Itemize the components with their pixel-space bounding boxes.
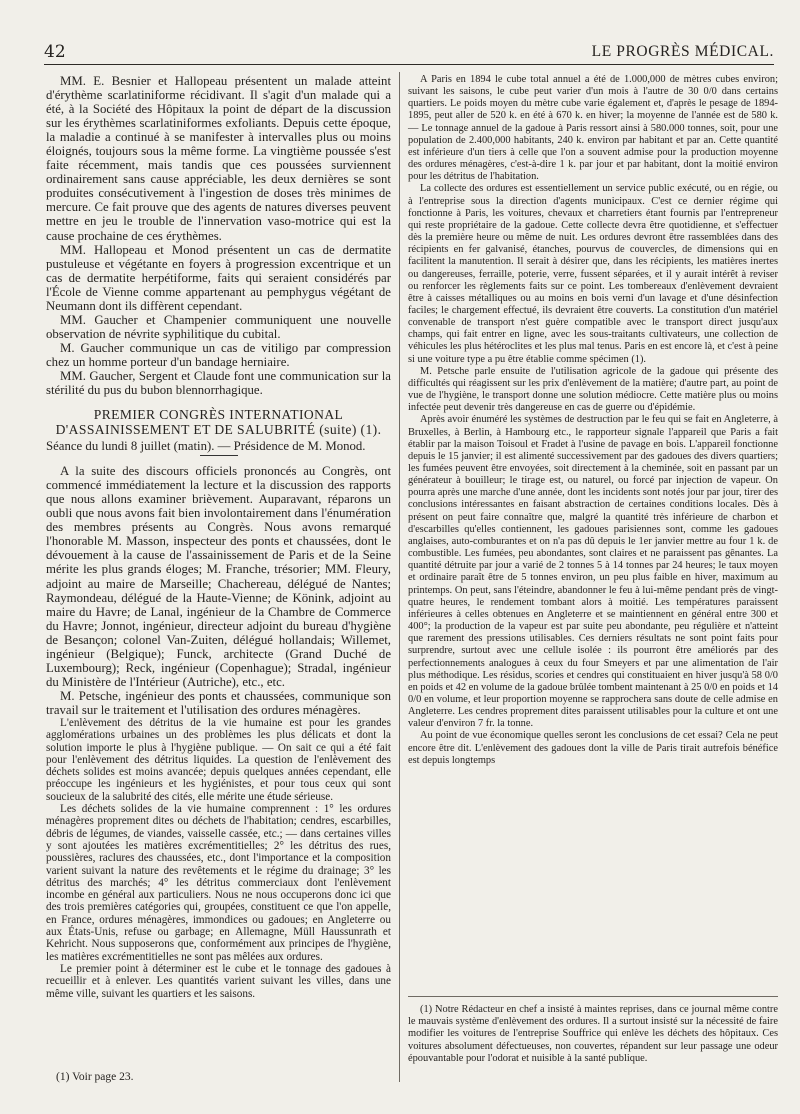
paragraph: Après avoir énuméré les systèmes de destruction par le feu qui se fait en Angleterre, à Bruxelles, à Berlin, à Hambourg etc., le rapporteur signale l'appareil que Paris a fait établir par la maison Toisoul et Fradet à l'usine de pavage en bois. L'appareil fonctionne depuis le 15 janvier; il est alimenté successivement par des gadoues des divers quartiers; les fumées peuvent être envoyées, soit directement à la cheminée, soit en passant par un générateur à bouilleur; le tirage est, ou naturel, ou forcé par injection de vapeur. On pourra après une marche d'une année, dont les incidents sont notés jour par jour, tirer des conclusions intéressantes en faisant abstraction de certaines conditions locales. Dès à présent on peut faire connaître que, malgré la quantité très inférieure de charbon et d'escarbilles qu'elles contiennent, les gadoues parisiennes sont, comme les gadoues anglaises, auto-comburantes et on n'a pas dû depuis le 1er janvier mettre au four 1 k. de combustible. Les fumées, peu abondantes, sont claires et ne paraissent pas gênantes. La quantité détruite par jour a varié de 2 tonnes 5 à 14 tonnes par 24 heures; le taux moyen et ordinaire paraît être de 5 tonnes environ, un peu plus faible en hiver, maximum au printemps. On peut, sans l'éteindre, abandonner le feu à lui-même pendant près de vingt-quatre heures, le rendement tombant alors à moitié. Les températures paraissent inférieures à celles obtenues en Angleterre et se maintiennent en général entre 300 et 400°; la production de la vapeur est par suite peu abondante, peu régulière et n'atteint que rarement des pressions utilisables. Ces derniers résultats ne sont point faits pour surprendre, surtout avec une cellule isolée : ils pourront être améliorés par des perfectionnements analogues à ceux du four Smeyers et par une alimentation de l'air plus méthodique. Les résidus, scories et cendres qui constituaient en hiver jusqu'à 58 0/0 en poids et 42 en volume de la gadoue brûlée tombent maintenant à 25 0/0 en poids et 14 0/0 en volume, et leur proportion moyenne se rapprochera sans doute de celle admise en Angleterre. Les cendres proprement dites paraissent utilisables pour la culture et ont une valeur d'environ 7 fr. la tonne. <box>408 414 778 730</box>
paragraph: M. Petsche parle ensuite de l'utilisation agricole de la gadoue qui présente des difficultés qui réagissent sur les prix d'enlèvement de la matière; d'autre part, au point de vue de l'hygiène, le transport donne une solution médiocre. Cette matière plus ou moins infectée peut devenir très dangereuse en cas de guerre ou d'épidémie. <box>408 365 778 414</box>
paragraph: Le premier point à déterminer est le cube et le tonnage des gadoues à recueillir et à enlever. Les quantités varient suivant les villes, dans une même ville, suivant les quartiers et les saisons. <box>46 962 391 1000</box>
column-divider <box>399 72 400 1082</box>
page-header <box>44 40 774 65</box>
paragraph: M. Petsche, ingénieur des ponts et chaussées, communique son travail sur le traitement et l'utilisation des ordures ménagères. <box>46 688 391 717</box>
section-title <box>46 407 391 437</box>
paragraph: M. Gaucher communique un cas de vitiligo par compression chez un homme porteur d'un bandage herniaire. <box>46 340 391 369</box>
footnote-left: (1) Voir page 23. <box>56 1071 134 1083</box>
session-heading: Séance du lundi 8 juillet (matin). — Présidence de M. Monod. <box>46 439 366 454</box>
paragraph: A Paris en 1894 le cube total annuel a été de 1.000,000 de mètres cubes environ; suivant les saisons, le cube peut varier d'un mois à l'autre de 30 0/0 dans certains quartiers. Le poids moyen du mètre cube varie également et, d'après le pesage de 1894-1895, peut aller de 520 k. en été à 670 k. en hiver; la moyenne de l'année est de 580 k. — Le tonnage annuel de la gadoue à Paris ressort ainsi à 580.000 tonnes, soit, pour une population de 2.400,000 habitants, 240 k. environ par habitant et par an. Cette quantité est inférieure d'un tiers à celle que l'on a souvent admise pour la production moyenne des ordures ménagères, c'est-à-dire 1 k. par jour et par habitant, dont la moitié environ pour les détritus de l'habitation. <box>408 74 778 183</box>
left-column <box>46 74 391 1000</box>
section-title-line: D'ASSAINISSEMENT ET DE SALUBRITÉ (suite) (1). <box>55 422 382 438</box>
paragraph: MM. Hallopeau et Monod présentent un cas de dermatite pustuleuse et végétante en foyers à progression excentrique et un cas de dermatite herpétiforme, faits qui seraient considérés par l'École de Vienne comme appartenant au pemphygus végétant de Neumann dont ils diffèrent cependant. <box>46 242 391 313</box>
paragraph: L'enlèvement des détritus de la vie humaine est pour les grandes agglomérations urbaines un des problèmes les plus délicats et dont la solution importe le plus à l'hygiène publique. — On sait ce qui a été fait pour l'enlèvement des détritus liquides. La question de l'enlèvement des déchets solides est moins avancée; depuis quelques années cependant, elle préoccupe les ingénieurs et les hygiénistes, et pour tous ceux qui sont soucieux de la salubrité des cités, elle mérite une étude sérieuse. <box>46 716 391 803</box>
right-column <box>408 74 778 767</box>
paragraph: A la suite des discours officiels prononcés au Congrès, ont commencé immédiatement la lecture et la discussion des rapports que nous allons examiner brièvement. Auparavant, réparons un oubli que nous avons fait bien involontairement dans l'énumération des membres présents au Congrès. Nous avons remarqué l'honorable M. Masson, inspecteur des ponts et chaussées, dont le dévouement à la cause de l'assainissement de Paris et de la Seine mérite les plus grands éloges; M. Franche, trésorier; MM. Fleury, adjoint au maire de Marseille; Chachereau, délégué de Nantes; Raymondeau, délégué de la Haute-Vienne; de Könink, adjoint au maire du Havre; de Lanal, ingénieur de la Chambre de Commerce du Havre; Jonnot, ingénieur, directeur adjoint du bureau d'hygiène de Besançon; colonel Van-Zuiten, délégué hollandais; Willemet, ingénieur (Belgique); Funck, architecte (Grand Duché de Luxembourg); Reck, ingénieur (Copenhague); Stradal, ingénieur du Ministère de l'Intérieur (Autriche), etc., etc. <box>46 464 391 689</box>
section-title-line: PREMIER CONGRÈS INTERNATIONAL <box>93 407 344 423</box>
paragraph: Au point de vue économique quelles seront les conclusions de cet essai? Cela ne peut encore être dit. L'enlèvement des gadoues dont la ville de Paris tirait autrefois bénéfice est depuis longtemps <box>408 730 778 766</box>
page-number: 42 <box>44 42 66 62</box>
section-divider <box>200 455 238 456</box>
paragraph: MM. Gaucher et Champenier communiquent une nouvelle observation de névrite syphilitique du cubital. <box>46 312 391 341</box>
footnote-text: (1) Notre Rédacteur en chef a insisté à maintes reprises, dans ce journal même contre le mauvais système d'enlèvement des ordures. Il a surtout insisté sur la nécessité de faire modifier les voitures de l'entreprise Souffrice qui enlève les déchets des hôpitaux. Ces voitures absolument défectueuses, non couvertes, répandent sur leur passage une odeur épouvantable pour l'odorat et nuisible à la santé publique. <box>408 1004 778 1064</box>
paragraph: La collecte des ordures est essentiellement un service public exécuté, ou en régie, ou à l'entreprise sous la direction d'agents municipaux. C'est ce dernier régime qui fonctionne à Paris, les voitures, chevaux et charretiers étant fournis par l'entrepreneur qui reste propriétaire de la gadoue. Cette collecte devra être quotidienne, et s'effectuer dès la première heure ou même de nuit. Les ordures devront être rassemblées dans des récipients en fer galvanisé, étanches, pourvus de couvercles, de dimensions qui en facilitent la manutention. Il serait à désirer que, dans les récipients, les matières inertes ou dangereuses, ferraille, poterie, verre, fussent séparées, et il y aurait intérêt à reviser ou renforcer les règlements faits sur ce point. Les tombereaux d'enlèvement devraient être à caisses métalliques ou au moins en bois verni d'un lavage et d'une désinfection faciles; le chargement effectué, ils devraient être couverts. La constitution d'un matériel convenable de transport n'est guère compatible avec le transport direct jusqu'aux champs, qui fait entrer en ligne, avec les sous-traitants cultivateurs, une collection de véhicules les plus hétéroclites et les plus mal tenus. Paris en est encore là, et c'est à peine si une voiture type a pu être établie comme spécimen (1). <box>408 183 778 365</box>
paragraph: Les déchets solides de la vie humaine comprennent : 1° les ordures ménagères proprement dites ou déchets de l'habitation; cendres, escarbilles, débris de légumes, de viandes, vaisselle cassée, etc.; — dans certaines villes y sont ajoutées les matières excrémentitielles; 2° les détritus des rues, poussières, raclures des chaussées, etc., dont l'importance et la composition varient suivant la nature des revêtements et le régime du drainage; 3° les détritus des marchés; 4° les détritus commerciaux dont l'enlèvement incombe en général aux particuliers. Nous ne nous occuperons donc ici que des trois premières catégories qui, groupées, constituent ce que l'on appelle, en France, ordures ménagères, immondices ou gadoues; en Angleterre ou aux États-Unis, refuse ou garbage; en Allemagne, Müll Haussunrath et Kehricht. Nous supposerons que, conformément aux principes de l'hygiène, les matières excrémentitielles ne sont pas mêlées aux ordures. <box>46 803 391 963</box>
paragraph: MM. Gaucher, Sergent et Claude font une communication sur la stérilité du pus du bubon blennorrhagique. <box>46 368 391 398</box>
paragraph: MM. E. Besnier et Hallopeau présentent un malade atteint d'érythème scarlatiniforme récidivant. Il s'agit d'un malade qui a été, à la Société des Hôpitaux la point de départ de la discussion sur les érythèmes scarlatiniformes exfoliants. Depuis cette époque, la maladie a continué à se manifester à intervalles plus ou moins éloignés, toujours sous la même forme. La vingtième poussée s'est faite récemment, mais tandis que ces poussées surviennent ordinairement sans cause appréciable, les deux dernières se sont produites consécutivement à l'ingestion de doses très minimes de mercure. Ce fait prouve que des agents de natures diverses peuvent mettre en jeu le trouble de l'innervation vaso-motrice qui est la cause prochaine de ces érythèmes. <box>46 74 391 243</box>
footnote-right <box>408 1004 778 1065</box>
footnote-rule <box>408 996 778 997</box>
journal-title: LE PROGRÈS MÉDICAL. <box>591 43 774 60</box>
